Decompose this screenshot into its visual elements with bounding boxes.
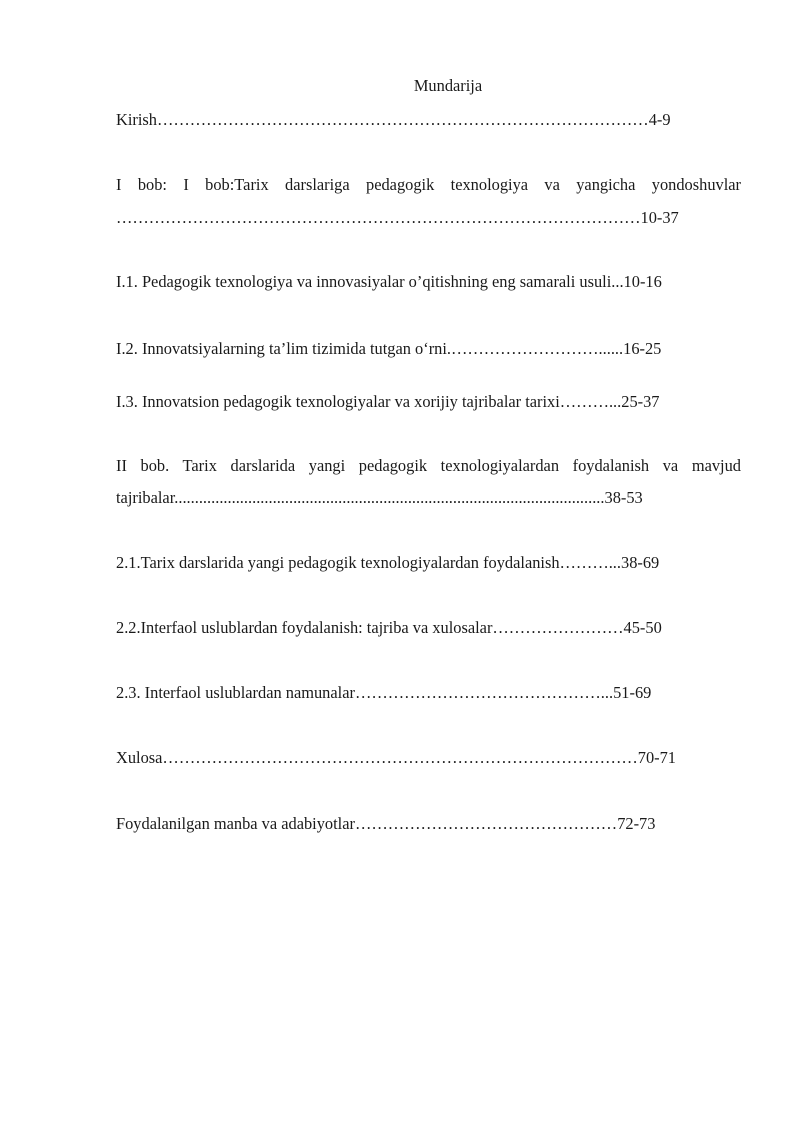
toc-entry-section-2-2: 2.2.Interfaol uslublardan foydalanish: tajriba va xulosalar……………………45-50: [116, 618, 662, 637]
toc-entry-kirish: Kirish………………………………………………………………………………4-9: [116, 110, 671, 129]
toc-entry-xulosa: Xulosa……………………………………………………………………………70-71: [116, 748, 677, 767]
toc-entry-section-2-1: 2.1.Tarix darslarida yangi pedagogik texnologiyalardan foydalanish………...38-69: [116, 553, 660, 572]
page-title: Mundarija: [413, 76, 483, 95]
toc-entry-references: Foydalanilgan manba va adabiyotlar…………………………………………72-73: [116, 814, 656, 833]
toc-entry-section-2-3: 2.3. Interfaol uslublardan namunalar………………………………………...51-69: [116, 683, 652, 702]
toc-entry-chapter-2-title: II bob. Tarix darslarida yangi pedagogik texnologiyalardan foydalanish va mavjud: [116, 456, 741, 475]
toc-entry-chapter-1-title: I bob: I bob:Tarix darslariga pedagogik texnologiya va yangicha yondoshuvlar: [116, 175, 741, 194]
toc-entry-section-1-2: I.2. Innovatsiyalarning ta’lim tizimida tutgan o‘rni.………………………......16-25: [116, 339, 662, 358]
toc-entry-chapter-1-pages: ……………………………………………………………………………………10-37: [116, 208, 679, 227]
toc-entry-section-1-1: I.1. Pedagogik texnologiya va innovasiyalar o’qitishning eng samarali usuli...10-16: [116, 272, 662, 291]
toc-entry-section-1-3: I.3. Innovatsion pedagogik texnologiyalar va xorijiy tajribalar tarixi………...25-37: [116, 392, 660, 411]
toc-entry-chapter-2-pages: tajribalar.........................................................................................................38-53: [116, 488, 643, 507]
